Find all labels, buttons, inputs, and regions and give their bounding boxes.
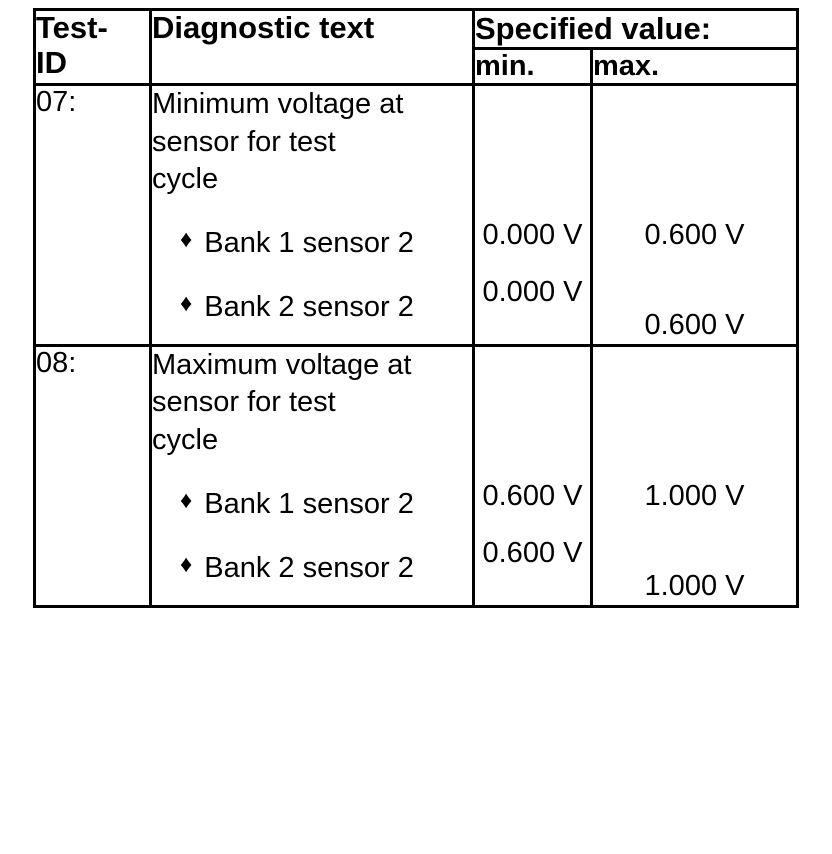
value-min: 0.600 V — [482, 479, 583, 512]
cell-diagnostic-text — [151, 345, 474, 606]
list-item — [152, 225, 472, 261]
diamond-bullet-icon: ♦ — [180, 551, 193, 579]
list-item — [152, 550, 472, 586]
header-test-id-line1: Test- — [36, 10, 108, 45]
cell-min-values — [474, 85, 592, 346]
description-block — [152, 347, 472, 460]
description-line-2: sensor for test — [152, 386, 336, 419]
header-min: min. — [474, 49, 592, 85]
description-line-3: cycle — [152, 424, 219, 457]
description-line-1: Maximum voltage at — [152, 348, 412, 381]
list-item-label: Bank 2 sensor 2 — [204, 552, 414, 585]
cell-test-id: 07: — [35, 85, 151, 346]
document-page — [0, 8, 832, 854]
table-row — [35, 85, 798, 346]
diamond-bullet-icon: ♦ — [180, 226, 193, 254]
cell-max-values — [592, 85, 798, 346]
table-body — [35, 85, 798, 607]
description-line-3: cycle — [152, 163, 219, 196]
list-item-label: Bank 1 sensor 2 — [204, 487, 414, 520]
value-min: 0.000 V — [482, 276, 583, 309]
header-test-id-line2: ID — [36, 44, 67, 80]
cell-min-values — [474, 345, 592, 606]
list-item — [152, 289, 472, 325]
header-test-id — [35, 10, 151, 85]
value-min: 0.000 V — [482, 219, 583, 251]
description-block — [152, 86, 472, 199]
header-row-main — [35, 10, 798, 49]
list-item-label: Bank 2 sensor 2 — [204, 291, 414, 324]
value-max: 0.600 V — [644, 219, 745, 251]
header-max: max. — [592, 49, 798, 85]
diamond-bullet-icon: ♦ — [180, 486, 193, 514]
value-max: 1.000 V — [644, 570, 745, 603]
value-max: 0.600 V — [644, 309, 745, 342]
description-line-1: Minimum voltage at — [152, 88, 404, 120]
header-diagnostic-text: Diagnostic text — [151, 10, 474, 85]
value-max: 1.000 V — [644, 479, 745, 512]
list-item — [152, 486, 472, 522]
table-header — [35, 10, 798, 85]
table-row — [35, 345, 798, 606]
cell-max-values — [592, 345, 798, 606]
specification-table — [33, 8, 799, 608]
list-item-label: Bank 1 sensor 2 — [204, 227, 414, 260]
diamond-bullet-icon: ♦ — [180, 290, 193, 318]
cell-test-id: 08: — [35, 345, 151, 606]
cell-diagnostic-text — [151, 85, 474, 346]
header-specified-value: Specified value: — [474, 10, 798, 49]
description-line-2: sensor for test — [152, 125, 336, 158]
value-min: 0.600 V — [482, 537, 583, 570]
